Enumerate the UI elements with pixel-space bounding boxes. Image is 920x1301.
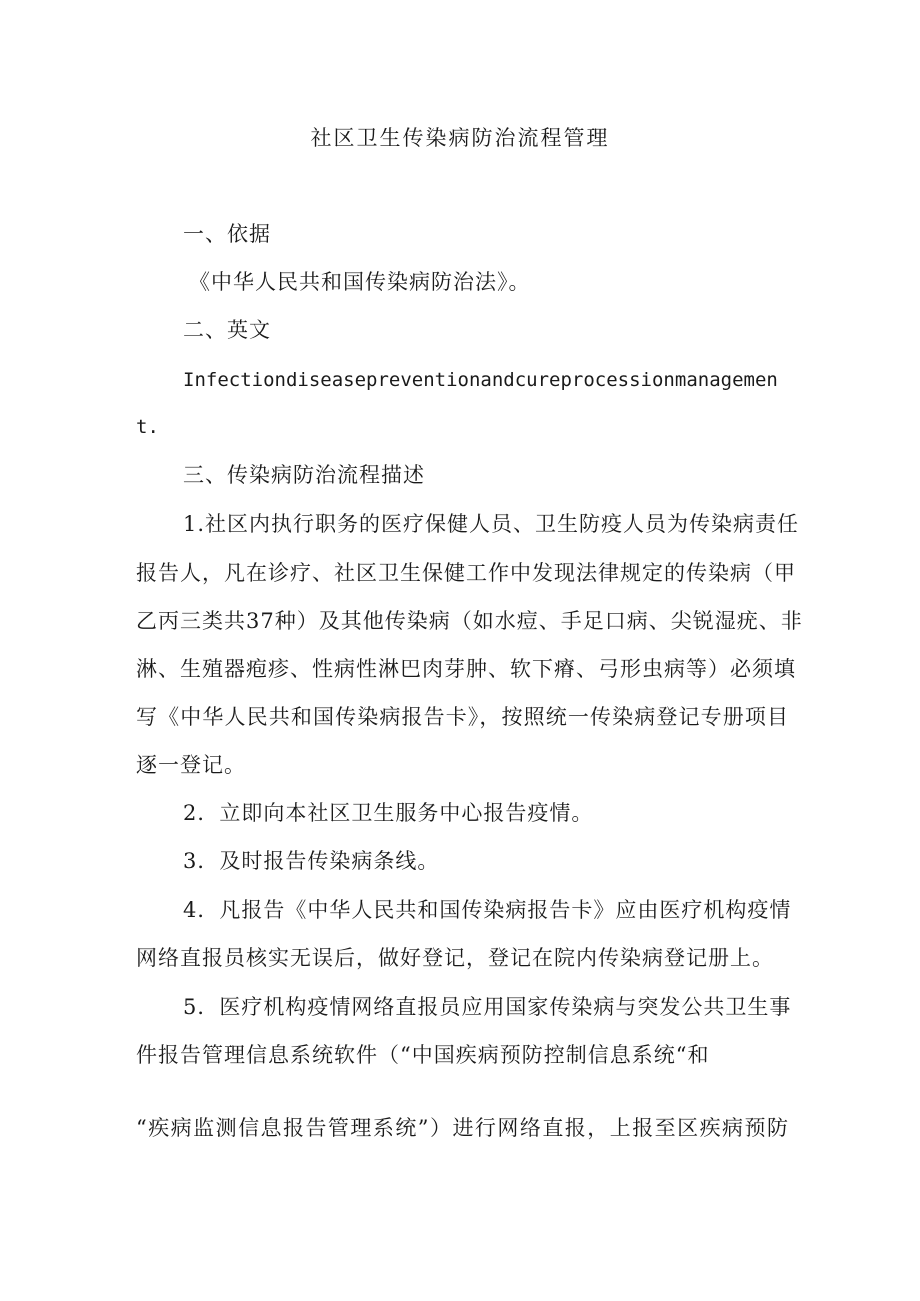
item3-text: 3．及时报告传染病条线。 (183, 849, 440, 873)
item1-line-6: 逐一登记。 (136, 753, 246, 777)
item4-line-2: 网络直报员核实无误后，做好登记，登记在院内传染病登记册上。 (136, 946, 774, 970)
item2-text: 2．立即向本社区卫生服务中心报告疫情。 (183, 801, 594, 825)
item1-line-1: 1.社区内执行职务的医疗保健人员、卫生防疫人员为传染病责任 (183, 512, 800, 536)
item4-line-1: 4．凡报告《中华人民共和国传染病报告卡》应由医疗机构疫情 (183, 898, 792, 922)
english-text-line-1: Infectiondiseasepreventionandcureprocessionmanagemen (183, 369, 778, 391)
english-text-line-2: t. (136, 416, 159, 438)
item1-line-5: 写《中华人民共和国传染病报告卡》，按照统一传染病登记专册项目 (136, 705, 789, 729)
section-heading-english: 二、英文 (183, 318, 271, 342)
section-heading-basis: 一、依据 (183, 222, 271, 246)
item5-line-1: 5．医疗机构疫情网络直报员应用国家传染病与突发公共卫生事 (183, 995, 792, 1019)
item5-line-3: “疾病监测信息报告管理系统”）进行网络直报，上报至区疾病预防 (136, 1116, 789, 1140)
item1-line-2: 报告人，凡在诊疗、社区卫生保健工作中发现法律规定的传染病（甲 (136, 561, 796, 585)
section-heading-process: 三、传染病防治流程描述 (183, 463, 425, 487)
item1-line-3: 乙丙三类共37种）及其他传染病（如水痘、手足口病、尖锐湿疣、非 (136, 609, 803, 633)
item1-line-4: 淋、生殖器疱疹、性病性淋巴肉芽肿、软下瘠、弓形虫病等）必须填 (136, 657, 796, 681)
basis-text: 《中华人民共和国传染病防治法》。 (189, 270, 531, 294)
item5-line-2: 件报告管理信息系统软件（“中国疾病预防控制信息系统“和 (136, 1043, 710, 1067)
document-title: 社区卫生传染病防治流程管理 (310, 126, 610, 150)
